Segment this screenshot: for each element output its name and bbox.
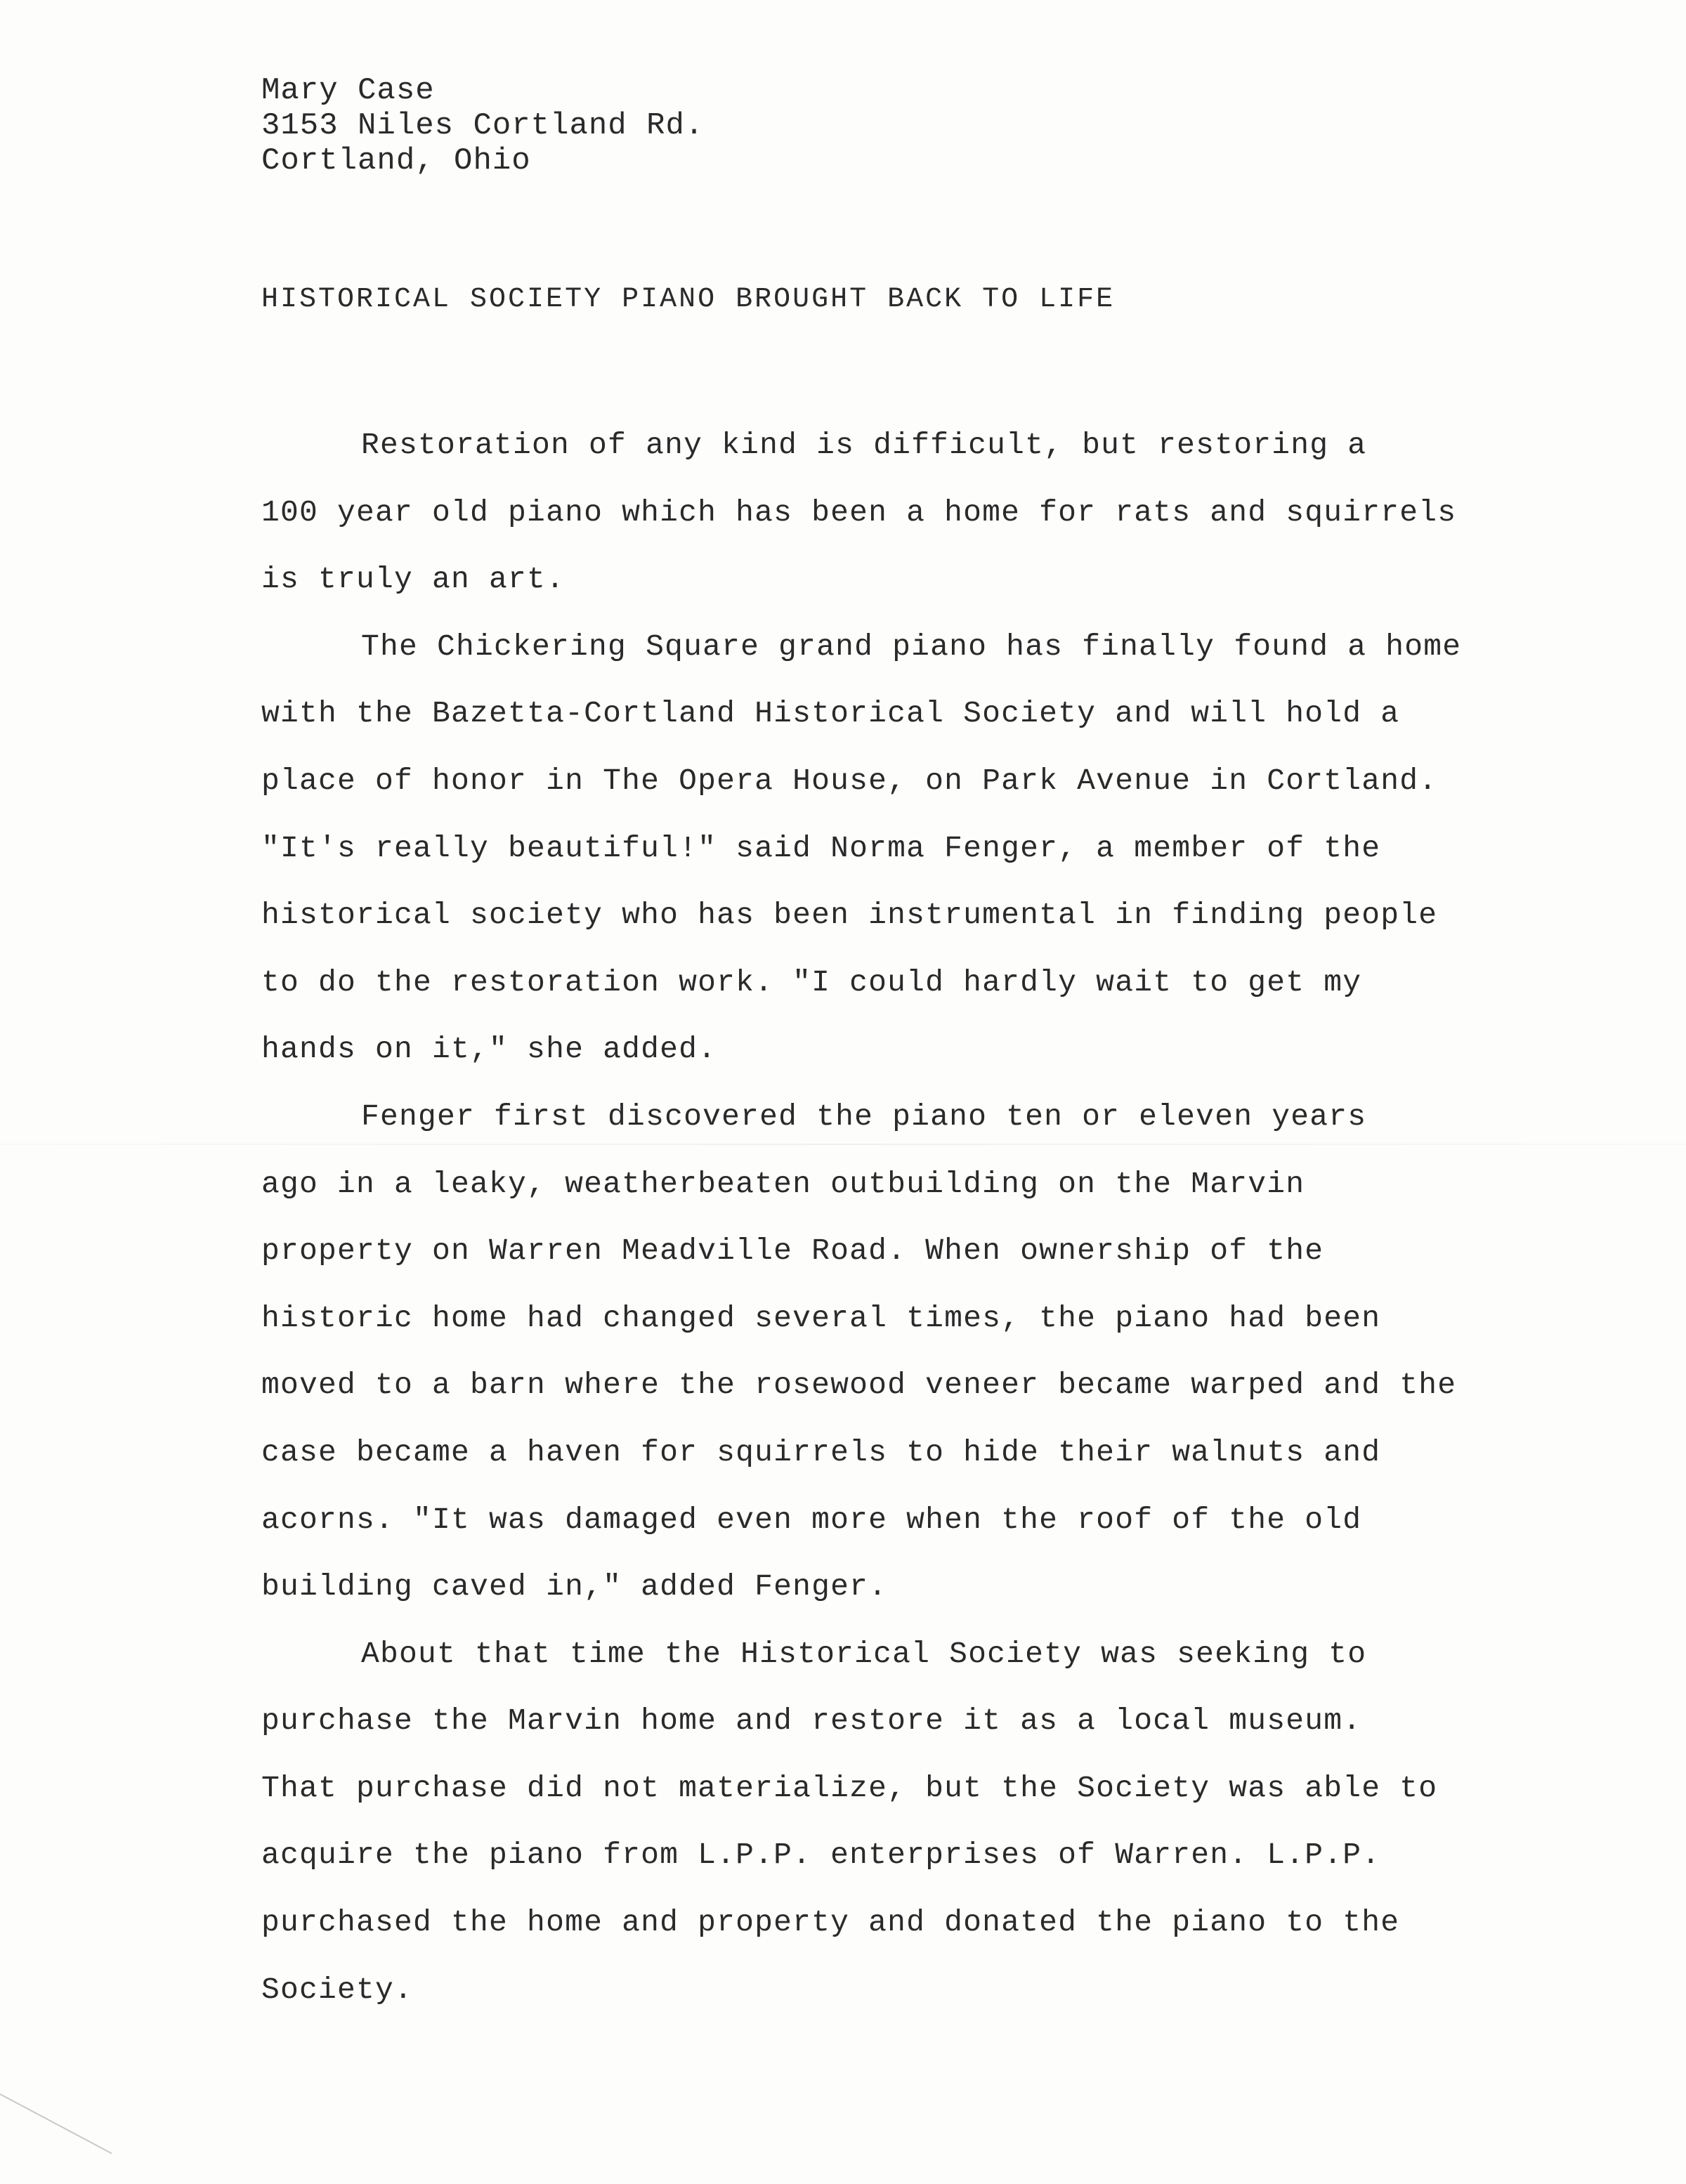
article-headline: HISTORICAL SOCIETY PIANO BROUGHT BACK TO LIFE (261, 284, 1116, 315)
paper-corner-crease (0, 2093, 112, 2154)
sender-name: Mary Case (261, 73, 435, 108)
paper-fold-line (0, 1144, 1686, 1145)
sender-address (261, 73, 704, 178)
paragraph-chickering: The Chickering Square grand piano has finally found a home with the Bazetta-Cortland Historical Society and will hold a place of honor in The Opera House, on Park Avenue in Cortland. "It's really beautiful!" said Norma Fenger, a member of the historical society who has been instrumental in finding people to do the restoration work. "I could hardly wait to get my hands on it," she added. (261, 629, 1462, 1067)
sender-street: 3153 Niles Cortland Rd. (261, 108, 705, 143)
sender-city: Cortland, Ohio (261, 143, 531, 178)
paragraph-restoration: Restoration of any kind is difficult, but restoring a 100 year old piano which has been a home for rats and squirrels is truly an art. (261, 428, 1457, 597)
article-body (261, 412, 1540, 2023)
paragraph-acquisition: About that time the Historical Society was seeking to purchase the Marvin home and restore it as a local museum. That purchase did not materialize, but the Society was able to acquire the piano from L.P.P. enterprises of Warren. L.P.P. purchased the home and property and donated the piano to the Society. (261, 1636, 1438, 2007)
paragraph-discovery: Fenger first discovered the piano ten or eleven years ago in a leaky, weatherbeaten outbuilding on the Marvin property on Warren Meadville Road. When ownership of the historic home had changed several times, the piano had been moved to a barn where the rosewood veneer became warped and the case became a haven for squirrels to hide their walnuts and acorns. "It was damaged even more when the roof of the old building caved in," added Fenger. (261, 1099, 1457, 1604)
